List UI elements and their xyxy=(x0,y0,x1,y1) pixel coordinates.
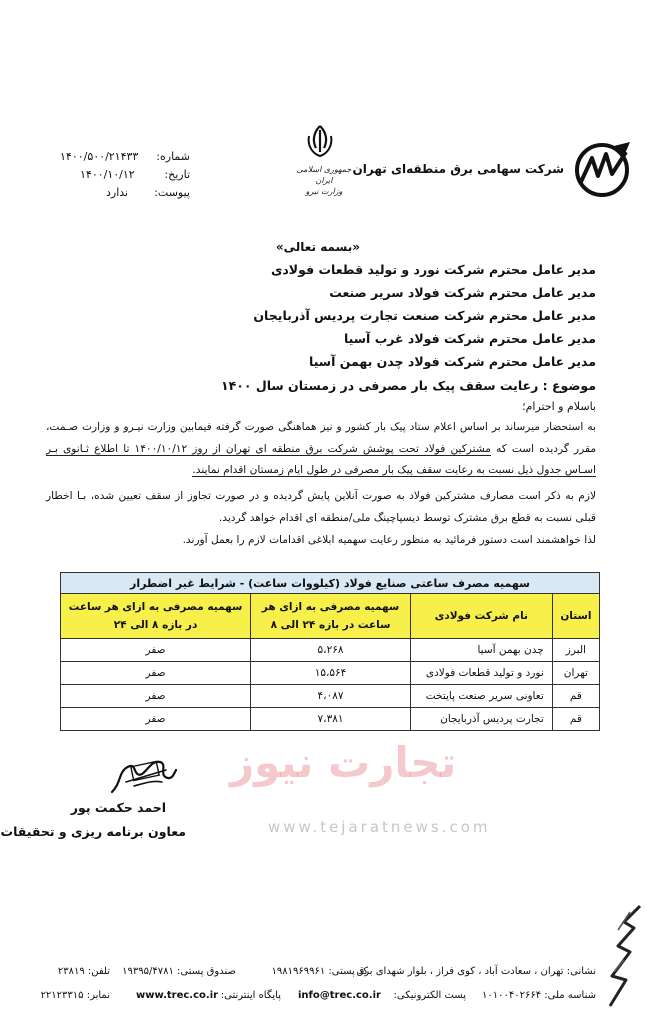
cell-company: چدن بهمن آسیا xyxy=(410,639,552,662)
letter-subject: موضوع : رعایت سقف پیک بار مصرفی در زمستان سال ۱۴۰۰ xyxy=(220,378,596,393)
cell-quota-night: ۱۵،۵۶۴ xyxy=(251,662,411,685)
cell-quota-night: ۴،۰۸۷ xyxy=(251,685,411,708)
table-row xyxy=(61,708,600,731)
basmala: «بسمه تعالی» xyxy=(275,240,360,254)
footer-website-label: پایگاه اینترنتی: xyxy=(220,990,281,1001)
footer-national-id: شناسه ملی: ۱۰۱۰۰۴۰۲۶۶۴ xyxy=(481,990,596,1001)
recipient-line: مدیر عامل محترم شرکت فولاد چدن بهمن آسیا xyxy=(309,354,596,369)
watermark-url: www.tejaratnews.com xyxy=(268,818,491,836)
header-company: نام شرکت فولادی xyxy=(410,594,552,639)
header-quota-night: سهمیه مصرفی به ازای هر ساعت در بازه ۲۴ الی ۸ xyxy=(251,594,411,639)
handwritten-signature xyxy=(108,752,178,798)
cell-quota-day: صفر xyxy=(61,662,251,685)
footer-website[interactable]: www.trec.co.ir xyxy=(136,990,219,1001)
footer-email-label: پست الکترونیکی: xyxy=(393,990,466,1001)
greeting: باسلام و احترام؛ xyxy=(522,400,596,413)
cell-province: تهران xyxy=(552,662,599,685)
cell-quota-night: ۵،۲۶۸ xyxy=(251,639,411,662)
letter-date-label: تاریخ: xyxy=(164,168,190,181)
body-paragraph-3 xyxy=(46,530,596,552)
table-row xyxy=(61,639,600,662)
letter-number-label: شماره: xyxy=(156,150,190,163)
recipient-line: مدیر عامل محترم شرکت صنعت تجارت پردیس آذربایجان xyxy=(253,308,596,323)
company-logo-icon xyxy=(570,140,634,198)
letter-date: ۱۴۰۰/۱۰/۱۲ xyxy=(80,168,135,181)
footer-address: نشانی: تهران ، سعادت آباد ، کوی فراز ، بلوار شهدای برق xyxy=(356,966,596,977)
emblem-caption: جمهوری اسلامی ایران وزارت نیرو xyxy=(296,165,352,196)
cell-province: قم xyxy=(552,685,599,708)
footer-po-box: صندوق پستی: ۱۹۳۹۵/۴۷۸۱ xyxy=(122,966,236,977)
recipient-line: مدیر عامل محترم شرکت فولاد غرب آسیا xyxy=(343,331,596,346)
recipient-line: مدیر عامل محترم شرکت نورد و تولید قطعات فولادی xyxy=(270,262,596,277)
quota-table xyxy=(60,572,600,731)
body-paragraph-2-text: لازم به ذکر است مصارف مشترکین فولاد به صورت آنلاین پایش گردیده و در صورت تجاوز از سقف تعیین شده، بـا اخطار قبلی نسبت به قطع برق مشترک توسط دیسپاچینگ ملی/منطقه ای اقدام خواهد گردید. xyxy=(46,490,596,524)
iran-emblem-icon xyxy=(303,122,337,162)
letter-number: ۱۴۰۰/۵۰۰/۲۱۴۳۳ xyxy=(60,150,139,163)
letter-attachment-label: پیوست: xyxy=(154,186,190,199)
cell-quota-day: صفر xyxy=(61,685,251,708)
company-name: شرکت سهامی برق منطقه‌ای تهران xyxy=(352,162,564,176)
footer-phone: تلفن: ۲۳۸۱۹ xyxy=(57,966,110,977)
letter-attachment: ندارد xyxy=(106,186,129,199)
signatory-name: احمد حکمت پور xyxy=(70,800,166,815)
recipient-line: مدیر عامل محترم شرکت فولاد سریر صنعت xyxy=(329,285,596,300)
body-paragraph-1 xyxy=(46,417,596,482)
cell-company: تجارت پردیس آذربایجان xyxy=(410,708,552,731)
footer-logo-icon xyxy=(604,902,646,1012)
cell-company: تعاونی سریر صنعت پایتخت xyxy=(410,685,552,708)
header-quota-day: سهمیه مصرفی به ازای هر ساعت در بازه ۸ الی ۲۴ xyxy=(61,594,251,639)
header-province: استان xyxy=(552,594,599,639)
body-paragraph-3-text: لذا خواهشمند است دستور فرمائید به منظور رعایت سهمیه ابلاغی اقدامات لازم را بعمل آورند. xyxy=(182,534,596,546)
signatory-title: معاون برنامه ریزی و تحقیقات xyxy=(0,824,186,839)
cell-province: قم xyxy=(552,708,599,731)
cell-quota-night: ۷،۳۸۱ xyxy=(251,708,411,731)
underlined-instruction: مشترکین فولاد تحت پوشش شرکت برق منطقه ای تهران از روز ۱۴۰۰/۱۰/۱۲ تا اطلاع ثـانوی بـر اسـاس جدول ذیل نسبت به رعایت سقف پیک بار مصرفی در طول ایام زمستان اقدام نمایند. xyxy=(46,442,596,477)
footer-fax: نمابر: ۲۲۱۲۳۳۱۵ xyxy=(40,990,110,1001)
cell-province: البرز xyxy=(552,639,599,662)
body-paragraph-1-text: به استحضار میرساند بر اساس اعلام ستاد پیک بار کشور و نیز هماهنگی صورت گرفته فیمابین وزارت نیـرو و وزارت صـمت، مقرر گردیده است که xyxy=(46,421,597,455)
footer-email[interactable]: info@trec.co.ir xyxy=(298,990,381,1001)
footer-postal-code: کد پستی: ۱۹۸۱۹۶۹۹۶۱ xyxy=(271,966,368,977)
table-row xyxy=(61,662,600,685)
table-title: سهمیه مصرف ساعتی صنایع فولاد (کیلووات ساعت) - شرایط غیر اضطرار xyxy=(61,573,600,594)
cell-quota-day: صفر xyxy=(61,708,251,731)
table-row xyxy=(61,685,600,708)
watermark-logo: تجارت نیوز xyxy=(230,738,457,787)
cell-company: نورد و تولید قطعات فولادی xyxy=(410,662,552,685)
body-paragraph-2 xyxy=(46,486,596,529)
cell-quota-day: صفر xyxy=(61,639,251,662)
